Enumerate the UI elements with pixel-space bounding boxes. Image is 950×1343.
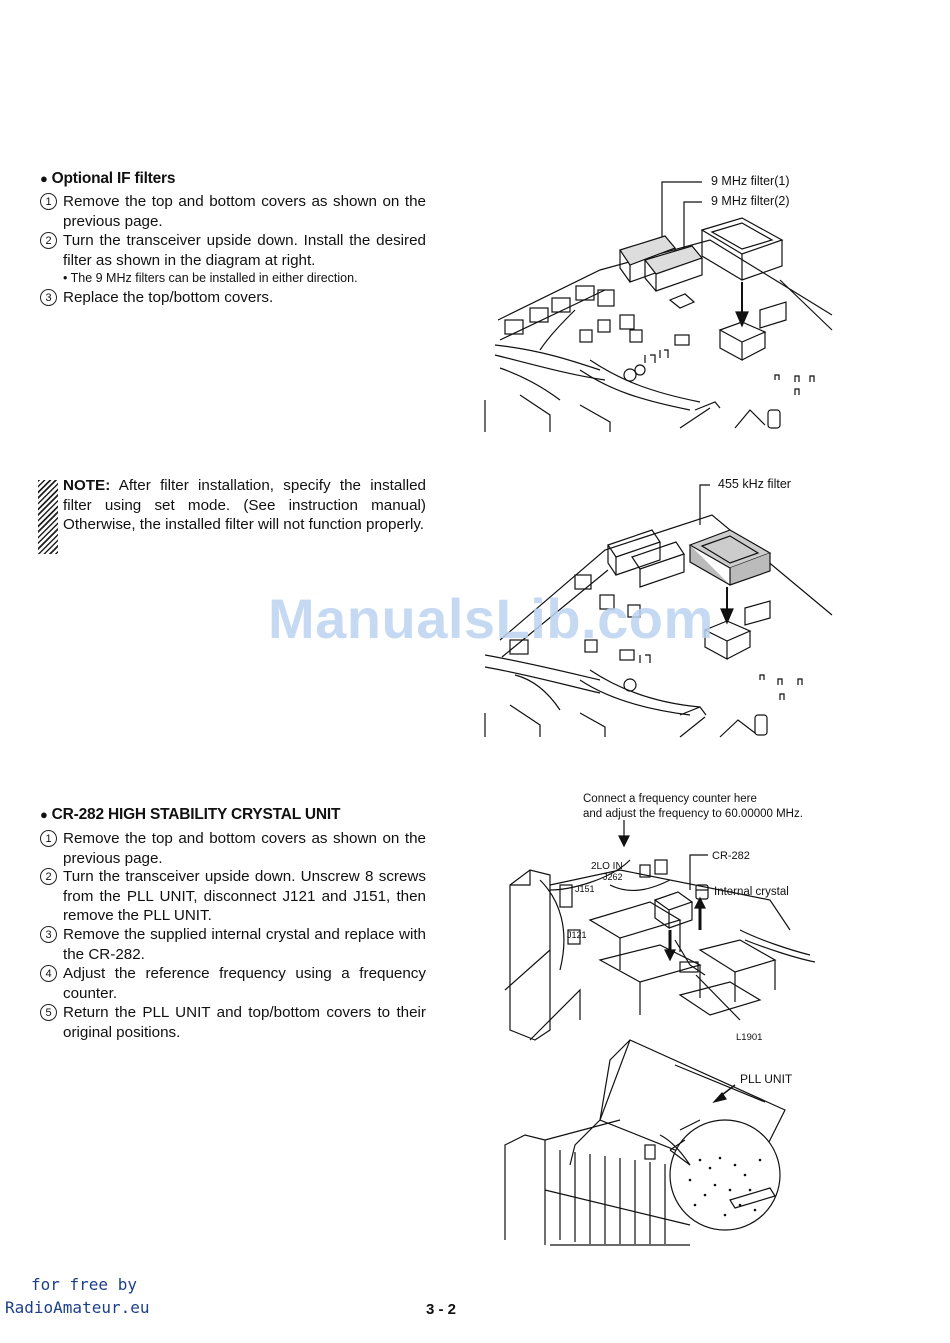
cr282-module xyxy=(655,892,692,928)
j151-label: J151 xyxy=(575,884,595,894)
step-number: 2 xyxy=(40,232,57,249)
step-item xyxy=(40,925,426,964)
j262-label: J262 xyxy=(603,872,623,882)
page-number: 3 - 2 xyxy=(426,1301,457,1318)
section-title-if-filters xyxy=(40,170,175,188)
note-hatch-icon xyxy=(38,480,58,554)
footer-credit-line2[interactable]: RadioAmateur.eu xyxy=(5,1298,150,1317)
step-item xyxy=(40,829,426,868)
step-item xyxy=(40,288,426,308)
filter1-label: 9 MHz filter(1) xyxy=(711,174,790,188)
cr282-label: CR-282 xyxy=(712,850,750,862)
section-title-text: CR-282 HIGH STABILITY CRYSTAL UNIT xyxy=(51,806,341,823)
note-block xyxy=(38,476,426,535)
instruction-line2: and adjust the frequency to 60.00000 MHz. xyxy=(583,808,803,820)
footer-credit-line1: for free by xyxy=(31,1275,137,1294)
bullet-icon: ● xyxy=(40,807,48,822)
step-item xyxy=(40,192,426,231)
filter-455khz xyxy=(690,530,770,585)
step-text: Adjust the reference frequency using a frequency counter. xyxy=(63,965,426,1002)
diagram-pll-unit xyxy=(500,1040,800,1250)
instruction-line1: Connect a frequency counter here xyxy=(583,793,757,805)
step-text: Turn the transceiver upside down. Unscrew 8 screws from the PLL UNIT, disconnect J121 and J151, then remove the PLL UNIT. xyxy=(63,868,426,924)
step-number: 3 xyxy=(40,926,57,943)
step-number: 1 xyxy=(40,830,57,847)
j121-label: J121 xyxy=(567,930,587,940)
step-item xyxy=(40,1003,426,1042)
step-item xyxy=(40,867,426,926)
section-title-text: Optional IF filters xyxy=(51,170,176,187)
note-text xyxy=(63,476,426,535)
step-text: Remove the top and bottom covers as shown on the previous page. xyxy=(63,193,426,230)
bullet-icon: ● xyxy=(40,171,48,186)
step-text: Turn the transceiver upside down. Install the desired filter as shown in the diagram at right. xyxy=(63,232,426,269)
diagram-9mhz-filters xyxy=(480,170,840,440)
step-number: 3 xyxy=(40,289,57,306)
diagram-cr282 xyxy=(500,790,830,1050)
step-text: Return the PLL UNIT and top/bottom covers to their original positions. xyxy=(63,1004,426,1041)
internal-crystal-label: Internal crystal xyxy=(714,886,789,898)
step-number: 2 xyxy=(40,868,57,885)
step-text: Remove the supplied internal crystal and replace with the CR-282. xyxy=(63,926,426,963)
step-text: Remove the top and bottom covers as shown on the previous page. xyxy=(63,830,426,867)
note-body: After filter installation, specify the installed filter using set mode. (See instruction manual) Otherwise, the installed filter will not function properly. xyxy=(63,477,426,533)
watermark: ManualsLib.com xyxy=(268,587,714,650)
filter2-label: 9 MHz filter(2) xyxy=(711,194,790,208)
step-number: 5 xyxy=(40,1004,57,1021)
pll-unit-label: PLL UNIT xyxy=(740,1072,793,1086)
step-text: Replace the top/bottom covers. xyxy=(63,289,274,306)
note-label: NOTE: xyxy=(63,477,111,494)
step-subnote: • The 9 MHz filters can be installed in either direction. xyxy=(63,271,358,285)
section-title-cr282 xyxy=(40,806,340,824)
step-item xyxy=(40,231,426,270)
filter-housing xyxy=(702,218,782,280)
l1901-label: L1901 xyxy=(736,1032,763,1043)
step-number: 4 xyxy=(40,965,57,982)
2lo-in-label: 2LO IN xyxy=(591,861,623,872)
step-number: 1 xyxy=(40,193,57,210)
step-item xyxy=(40,964,426,1003)
filter455-label: 455 kHz filter xyxy=(718,477,791,491)
